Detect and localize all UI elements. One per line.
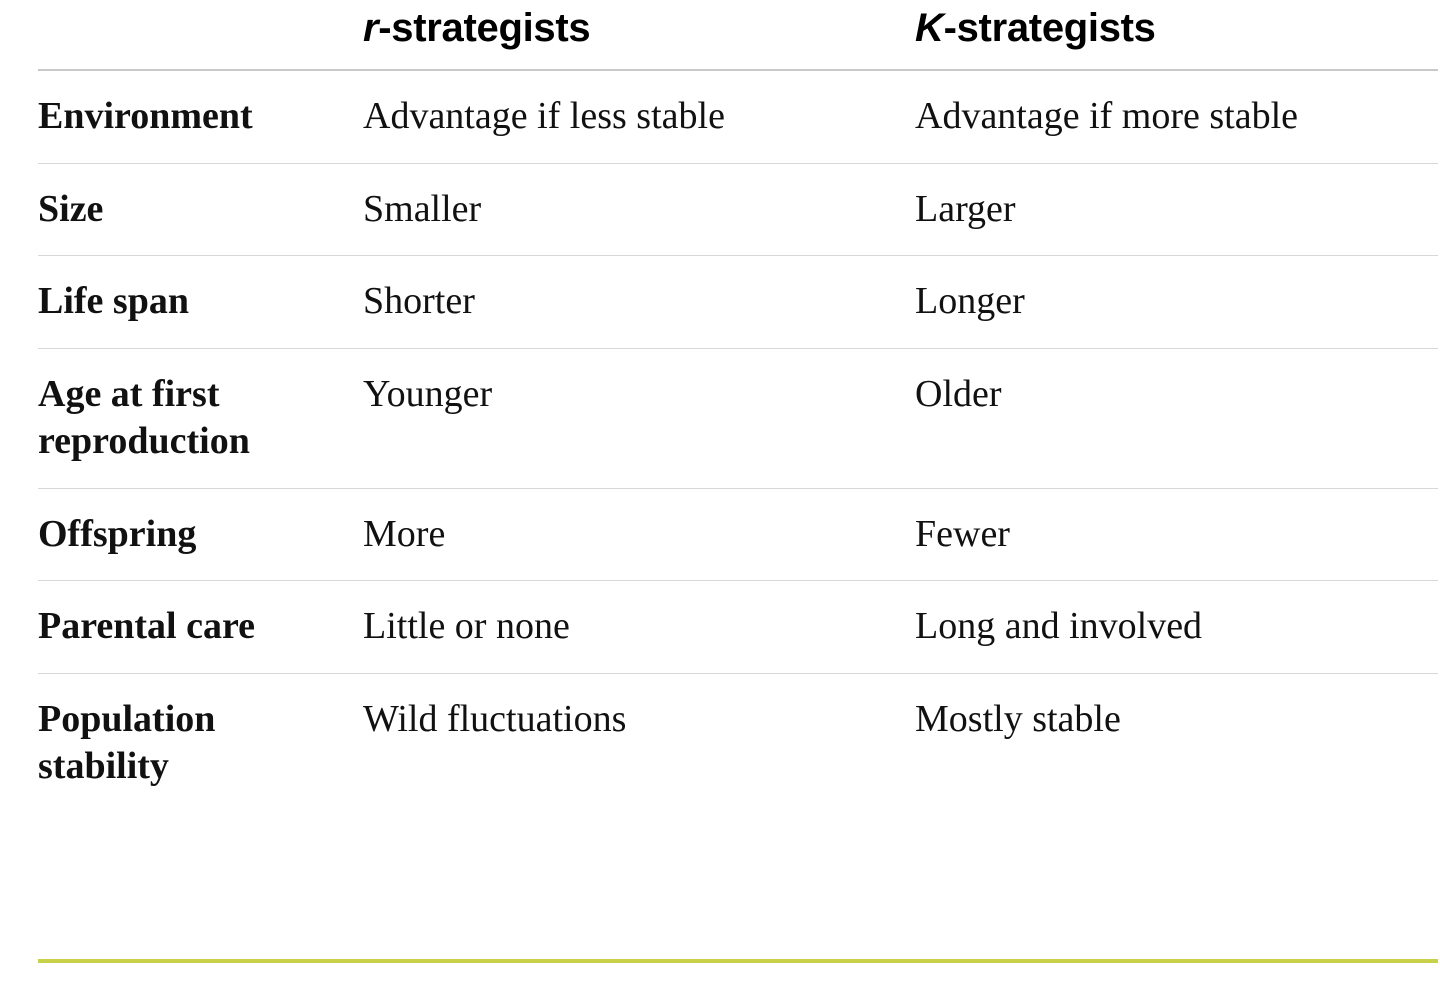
- row-value-k: Mostly stable: [915, 697, 1121, 740]
- table-row: [38, 256, 1438, 349]
- row-label: Parental care: [38, 605, 256, 647]
- header-k-symbol: K: [915, 6, 944, 50]
- row-label: Population stability: [38, 697, 216, 787]
- row-value-k: Larger: [915, 187, 1016, 230]
- row-value-r: Smaller: [363, 187, 482, 230]
- row-label: Size: [38, 187, 104, 230]
- row-label: Environment: [38, 95, 253, 137]
- table-row: [38, 581, 1438, 674]
- table-row: [38, 163, 1438, 256]
- table-row: [38, 488, 1438, 581]
- table-row: [38, 348, 1438, 488]
- header-cell-r-strategists: [363, 0, 915, 70]
- header-k-suffix: -strategists: [943, 6, 1156, 50]
- row-value-r: Younger: [363, 372, 493, 415]
- row-label: Offspring: [38, 512, 197, 555]
- row-value-r: More: [363, 512, 446, 555]
- row-value-k: Long and involved: [915, 605, 1203, 647]
- header-r-suffix: -strategists: [378, 6, 591, 50]
- bottom-accent-rule: [38, 959, 1438, 963]
- row-label: Age at first reproduction: [38, 372, 250, 462]
- table-header: [38, 0, 1438, 70]
- row-value-k: Fewer: [915, 512, 1010, 555]
- row-value-k: Older: [915, 372, 1002, 415]
- row-label: Life span: [38, 280, 189, 322]
- header-cell-k-strategists: [915, 0, 1438, 70]
- row-value-k: Longer: [915, 280, 1025, 322]
- header-cell-empty: [38, 0, 363, 70]
- table-header-row: [38, 0, 1438, 70]
- row-value-r: Shorter: [363, 280, 475, 322]
- table-row: [38, 673, 1438, 813]
- row-value-k: Advantage if more stable: [915, 95, 1299, 137]
- row-value-r: Wild fluctuations: [363, 697, 627, 740]
- table-row: [38, 70, 1438, 163]
- row-value-r: Little or none: [363, 605, 570, 647]
- row-value-r: Advantage if less stable: [363, 95, 725, 137]
- r-vs-k-strategists-table: [38, 0, 1438, 813]
- table-body: [38, 70, 1438, 813]
- header-r-symbol: r: [363, 6, 379, 50]
